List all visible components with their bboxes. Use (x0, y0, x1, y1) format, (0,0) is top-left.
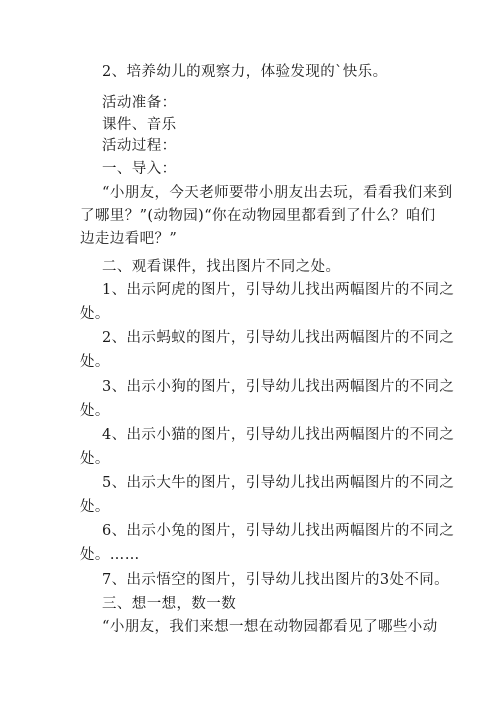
paragraph-line: 边走边看吧？” (80, 231, 178, 247)
list-item: 1、出示阿虎的图片，引导幼儿找出两幅图片的不同之 (102, 282, 455, 298)
list-item-continuation: 处。 (80, 306, 110, 322)
paragraph-line: “小朋友，今天老师要带小朋友出去玩，看看我们来到 (102, 185, 453, 201)
list-item-continuation: 处。…… (80, 547, 140, 563)
list-item-continuation: 处。 (80, 403, 110, 419)
list-item: 2、出示蚂蚁的图片，引导幼儿找出两幅图片的不同之 (102, 330, 455, 346)
list-item: 4、出示小猫的图片，引导幼儿找出两幅图片的不同之 (102, 427, 455, 443)
prep-materials: 课件、音乐 (102, 117, 177, 133)
paragraph-line: “小朋友，我们来想一想在动物园都看见了哪些小动 (102, 619, 438, 635)
section-heading-prep: 活动准备： (102, 95, 177, 111)
step-heading-courseware: 二、观看课件，找出图片不同之处。 (102, 259, 341, 275)
step-heading-intro: 一、导入： (102, 161, 177, 177)
list-item-continuation: 处。 (80, 499, 110, 515)
list-item: 5、出示大牛的图片，引导幼儿找出两幅图片的不同之 (102, 475, 455, 491)
list-item-continuation: 处。 (80, 354, 110, 370)
step-heading-think-count: 三、想一想，数一数 (102, 596, 237, 612)
paragraph-line: 了哪里？”(动物园)“你在动物园里都看到了什么？咱们 (80, 208, 436, 224)
list-item-continuation: 处。 (80, 451, 110, 467)
list-item: 3、出示小狗的图片，引导幼儿找出两幅图片的不同之 (102, 379, 455, 395)
goal-item-2: 2、培养幼儿的观察力，体验发现的`快乐。 (102, 64, 388, 80)
list-item: 6、出示小兔的图片，引导幼儿找出两幅图片的不同之 (102, 523, 455, 539)
section-heading-process: 活动过程： (102, 138, 177, 154)
list-item: 7、出示悟空的图片，引导幼儿找出图片的3处不同。 (102, 572, 450, 588)
